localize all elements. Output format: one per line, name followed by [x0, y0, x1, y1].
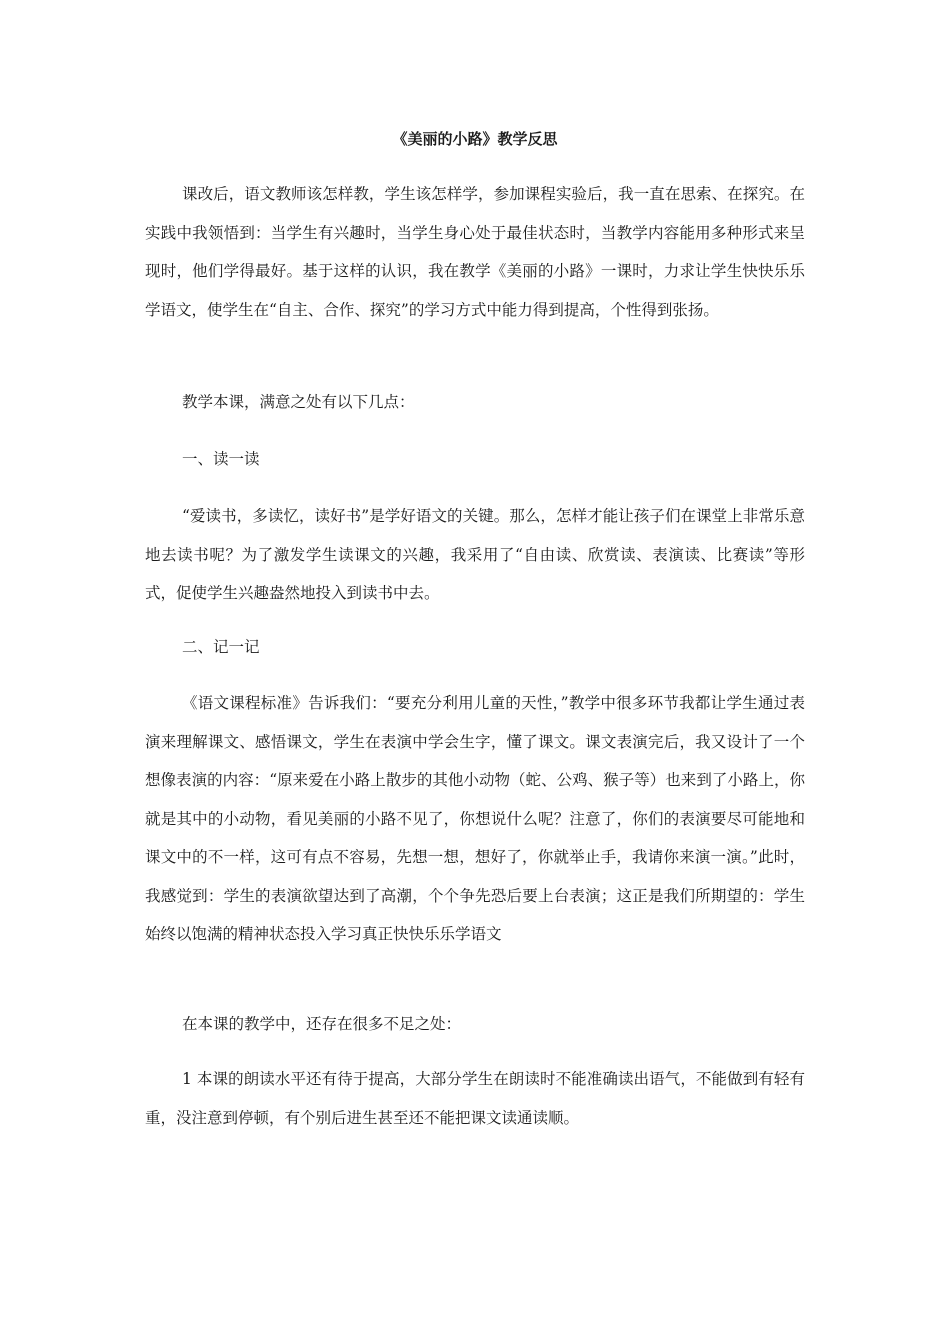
document-title: 《美丽的小路》教学反思	[392, 130, 558, 148]
paragraph-shortcoming-1: 1 本课的朗读水平还有待于提高，大部分学生在朗读时不能准确读出语气，不能做到有轻有重，没注意到停顿，有个别后进生甚至还不能把课文读通读顺。	[145, 1070, 805, 1127]
paragraph-intro: 课改后，语文教师该怎样教，学生该怎样学，参加课程实验后，我一直在思索、在探究。在实践中我领悟到：当学生有兴趣时，当学生身心处于最佳状态时，当教学内容能用多种形式来呈现时，他们学得最好。基于这样的认识，我在教学《美丽的小路》一课时，力求让学生快快乐乐学语文，使学生在“自主、合作、探究”的学习方式中能力得到提高，个性得到张扬。	[145, 185, 805, 319]
heading-read: 一、读一读	[182, 450, 260, 468]
heading-remember: 二、记一记	[182, 638, 260, 656]
paragraph-satisfaction-lead: 教学本课，满意之处有以下几点：	[182, 393, 415, 411]
paragraph-remember: 《语文课程标准》告诉我们：“要充分利用儿童的天性，”教学中很多环节我都让学生通过表演来理解课文、感悟课文，学生在表演中学会生字，懂了课文。课文表演完后，我又设计了一个想像表演的内容：“原来爱在小路上散步的其他小动物（蛇、公鸡、猴子等）也来到了小路上，你就是其中的小动物，看见美丽的小路不见了，你想说什么呢？注意了，你们的表演要尽可能地和课文中的不一样，这可有点不容易，先想一想，想好了，你就举止手，我请你来演一演。”此时，我感觉到：学生的表演欲望达到了高潮，个个争先恐后要上台表演；这正是我们所期望的：学生始终以饱满的精神状态投入学习真正快快乐乐学语文	[145, 694, 805, 943]
paragraph-read: “爱读书，多读忆，读好书”是学好语文的关键。那么，怎样才能让孩子们在课堂上非常乐意地去读书呢？为了激发学生读课文的兴趣，我采用了“自由读、欣赏读、表演读、比赛读”等形式，促使学生兴趣盎然地投入到读书中去。	[145, 507, 805, 602]
paragraph-shortcomings-lead: 在本课的教学中，还存在很多不足之处：	[182, 1015, 462, 1033]
